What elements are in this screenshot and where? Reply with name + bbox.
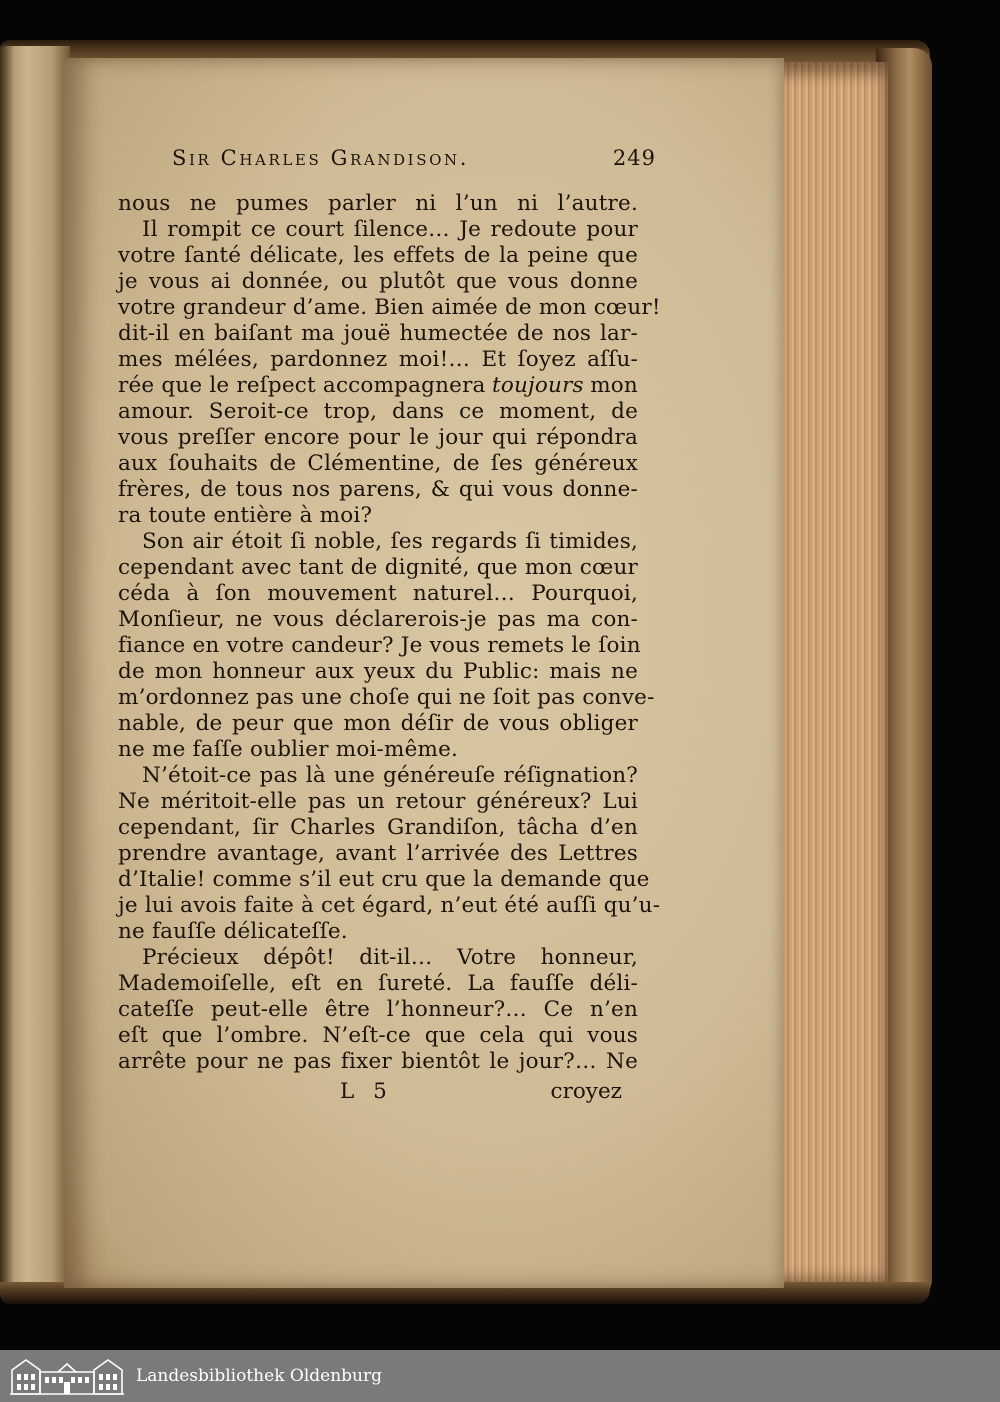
text-line: cateſſe peut-elle être l’honneur?… Ce n’en <box>118 997 638 1022</box>
text-line: d’Italie! comme s’il eut cru que la demande que <box>118 867 650 892</box>
catchword: croyez <box>550 1079 622 1104</box>
italic-word: toujours <box>491 373 584 398</box>
page-number: 249 <box>612 146 656 170</box>
text-line: Ne méritoit-elle pas un retour généreux? Lui <box>118 789 638 814</box>
text-line: ra toute entière à moi? <box>118 503 373 528</box>
text-line: céda à ſon mouvement naturel… Pourquoi, <box>118 581 638 606</box>
text-line: votre grandeur d’ame. Bien aimée de mon cœur! <box>118 295 661 320</box>
page-foot <box>118 1079 638 1109</box>
text-line: cependant avec tant de dignité, que mon cœur <box>118 555 638 580</box>
text-line: Son air étoit ſi noble, ſes regards ſi timides, <box>142 529 638 554</box>
text-line: cependant, ſir Charles Grandiſon, tâcha d’en <box>118 815 638 840</box>
running-head <box>172 146 656 170</box>
text-line: Mademoiſelle, eſt en ſureté. La fauſſe déli- <box>118 971 638 996</box>
text-line: frères, de tous nos parens, & qui vous donne- <box>118 477 638 502</box>
text-line: N’étoit-ce pas là une généreuſe réſignation? <box>142 763 638 788</box>
text-line: fiance en votre candeur? Je vous remets le ſoin <box>118 633 641 658</box>
library-name: Landesbibliothek Oldenburg <box>136 1366 383 1386</box>
text-line: vous preſſer encore pour le jour qui répondra <box>118 425 638 450</box>
running-head-title: Sir Charles Grandison. <box>172 146 469 170</box>
text-line: Monſieur, ne vous déclarerois-je pas ma con- <box>118 607 638 632</box>
text-line: amour. Seroit-ce trop, dans ce moment, de <box>118 399 638 424</box>
text-line: nous ne pumes parler ni l’un ni l’autre. <box>118 191 638 216</box>
text-line: Précieux dépôt! dit-il… Votre honneur, <box>142 945 638 970</box>
text-line: m’ordonnez pas une choſe qui ne ſoit pas conve- <box>118 685 655 710</box>
text-line: votre ſanté délicate, les effets de la peine que <box>118 243 638 268</box>
text-line: ne fauſſe délicateſſe. <box>118 919 348 944</box>
text-line: arrête pour ne pas fixer bientôt le jour?… Ne <box>118 1049 638 1074</box>
left-edge-shadow <box>0 46 14 1286</box>
text-line: prendre avantage, avant l’arrivée des Lettres <box>118 841 638 866</box>
page-edges <box>776 62 888 1288</box>
text-line: je vous ai donnée, ou plutôt que vous donne <box>118 269 638 294</box>
footer-bar <box>0 1350 1000 1402</box>
text-line-segment: rée que le reſpect accompagnera <box>118 373 486 398</box>
text-line: je lui avois faite à cet égard, n’eut été auſſi qu’u- <box>118 893 661 918</box>
text-line: de mon honneur aux yeux du Public: mais ne <box>118 659 638 684</box>
text-line: ne me faſſe oublier moi-même. <box>118 737 459 762</box>
text-line <box>118 373 638 399</box>
signature-mark: L 5 <box>340 1079 393 1104</box>
text-line: mes mélées, pardonnez moi!… Et ſoyez aſſu- <box>118 347 638 372</box>
text-line: aux ſouhaits de Clémentine, de ſes généreux <box>118 451 638 476</box>
text-line: eſt que l’ombre. N’eſt-ce que cela qui vous <box>118 1023 638 1048</box>
text-line: nable, de peur que mon déſir de vous obliger <box>118 711 638 736</box>
text-line-segment: mon <box>590 373 638 398</box>
text-line: Il rompit ce court ſilence… Je redoute pour <box>142 217 638 242</box>
library-building-icon <box>8 1354 126 1398</box>
text-line: dit-il en baiſant ma jouë humectée de nos lar- <box>118 321 638 346</box>
